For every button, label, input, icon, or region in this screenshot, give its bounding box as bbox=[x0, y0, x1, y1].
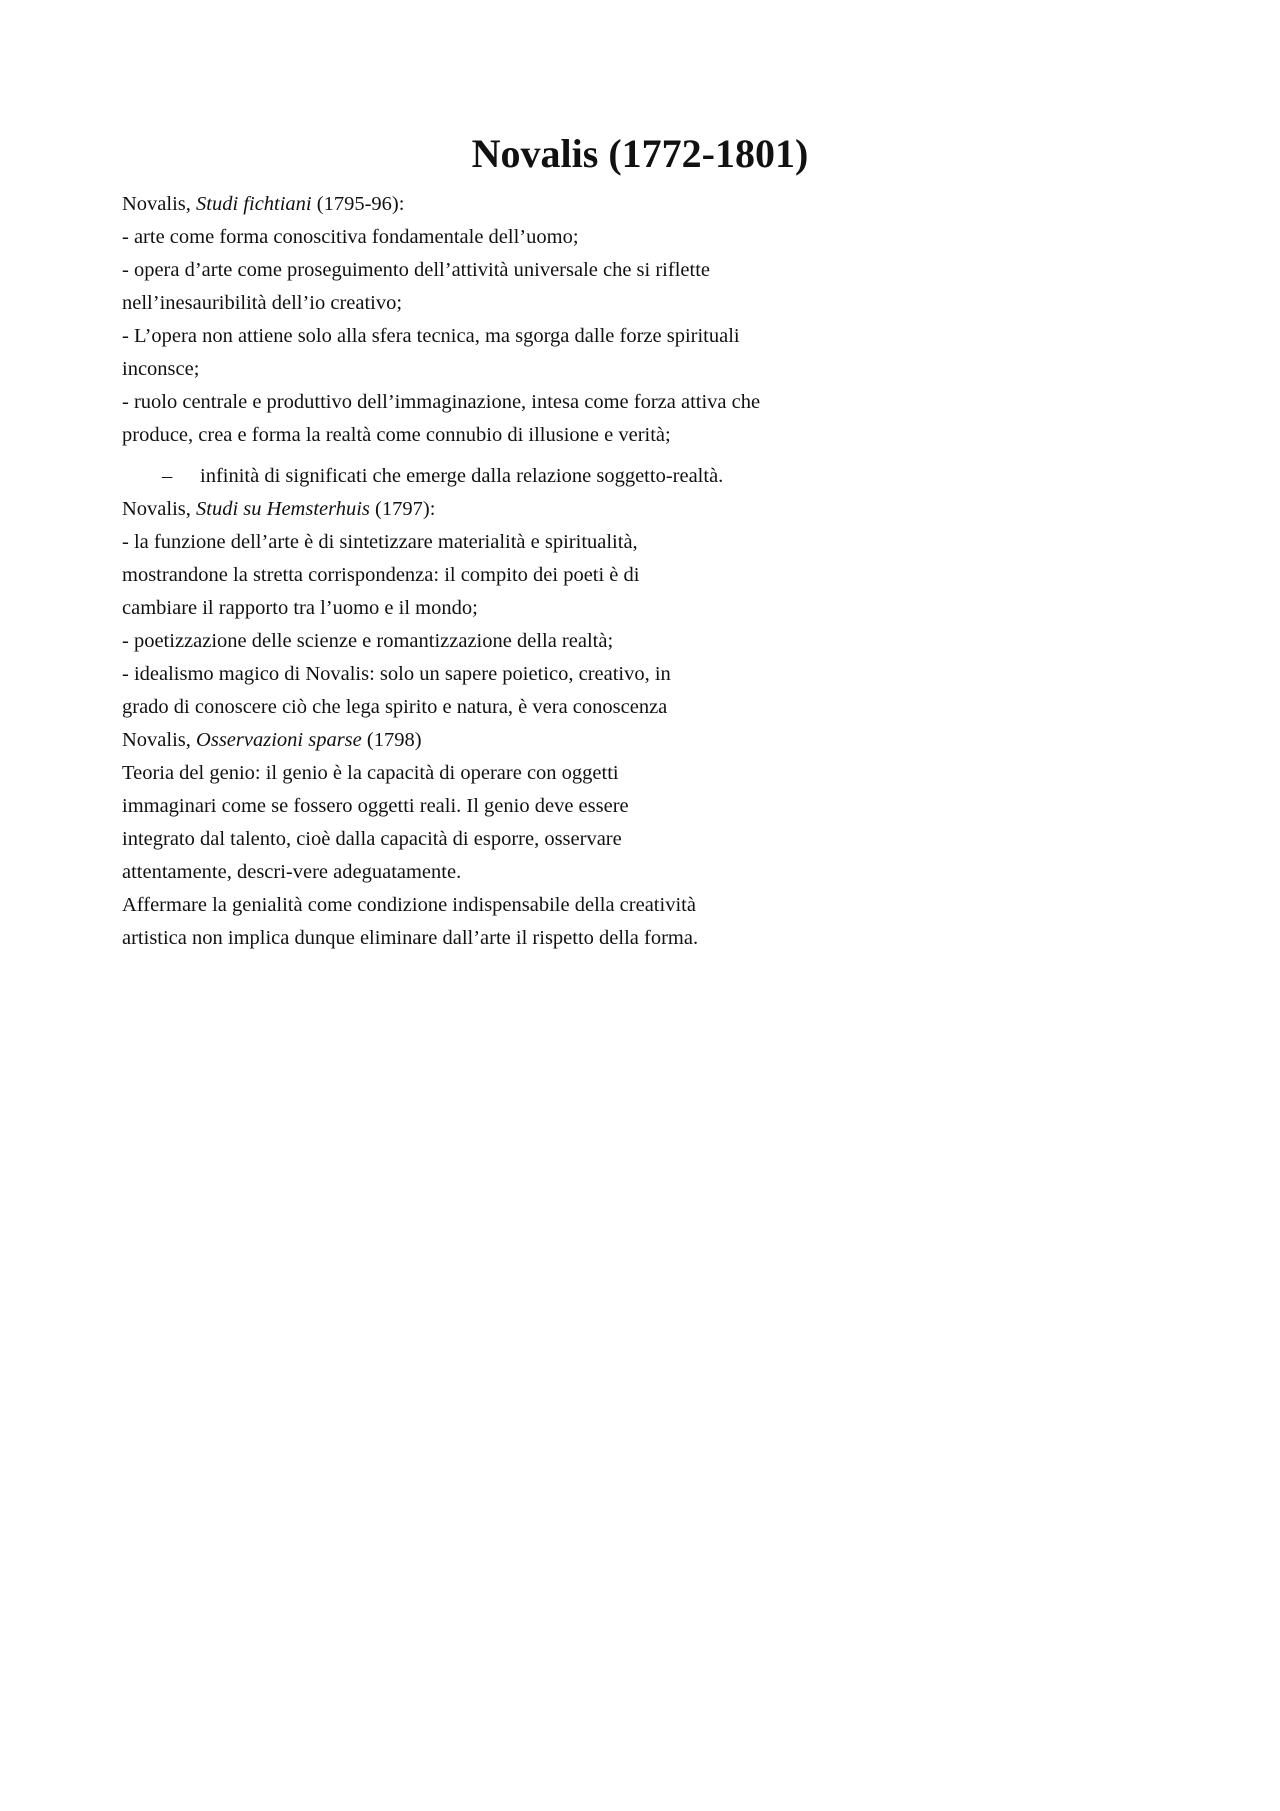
text-line: - opera d’arte come proseguimento dell’attività universale che si riflette bbox=[122, 259, 710, 281]
document-body bbox=[122, 188, 1122, 955]
text-line: - idealismo magico di Novalis: solo un sapere poietico, creativo, in bbox=[122, 663, 671, 685]
text-line: Teoria del genio: il genio è la capacità di operare con oggetti bbox=[122, 762, 619, 784]
section-heading-studi-su-hemsterhuis bbox=[122, 493, 1122, 526]
dash-bullet-icon: – bbox=[162, 465, 173, 487]
work-title: Studi fichtiani bbox=[196, 193, 312, 215]
work-date: (1795-96): bbox=[311, 193, 405, 215]
bullet-item bbox=[122, 460, 1122, 493]
text-line: nell’inesauribilità dell’io creativo; bbox=[122, 292, 403, 314]
author-name: Novalis, bbox=[122, 193, 197, 215]
text-line: attentamente, descri-vere adeguatamente. bbox=[122, 861, 462, 883]
section-heading-studi-fichtiani bbox=[122, 188, 1122, 221]
text-line: produce, crea e forma la realtà come connubio di illusione e verità; bbox=[122, 424, 671, 446]
author-name: Novalis, bbox=[122, 498, 197, 520]
text-line: - la funzione dell’arte è di sintetizzare materialità e spiritualità, bbox=[122, 531, 638, 553]
text-line: - arte come forma conoscitiva fondamentale dell’uomo; bbox=[122, 226, 579, 248]
work-title: Osservazioni sparse bbox=[196, 729, 362, 751]
text-line: - poetizzazione delle scienze e romantizzazione della realtà; bbox=[122, 630, 614, 652]
author-name: Novalis, bbox=[122, 729, 197, 751]
text-line: integrato dal talento, cioè dalla capacità di esporre, osservare bbox=[122, 828, 622, 850]
text-line: - L’opera non attiene solo alla sfera tecnica, ma sgorga dalle forze spirituali bbox=[122, 325, 740, 347]
text-line: mostrandone la stretta corrispondenza: il compito dei poeti è di bbox=[122, 564, 640, 586]
text-line: immaginari come se fossero oggetti reali. Il genio deve essere bbox=[122, 795, 629, 817]
page-title: Novalis (1772-1801) bbox=[471, 131, 809, 176]
text-line: inconsce; bbox=[122, 358, 200, 380]
work-date: (1798) bbox=[361, 729, 422, 751]
text-line: artistica non implica dunque eliminare dall’arte il rispetto della forma. bbox=[122, 927, 699, 949]
text-line: Affermare la genialità come condizione indispensabile della creatività bbox=[122, 894, 696, 916]
text-line: cambiare il rapporto tra l’uomo e il mondo; bbox=[122, 597, 478, 619]
section-heading-osservazioni-sparse bbox=[122, 724, 1122, 757]
work-date: (1797): bbox=[369, 498, 436, 520]
work-title: Studi su Hemsterhuis bbox=[196, 498, 370, 520]
text-line: - ruolo centrale e produttivo dell’immaginazione, intesa come forza attiva che bbox=[122, 391, 761, 413]
text-line: grado di conoscere ciò che lega spirito e natura, è vera conoscenza bbox=[122, 696, 668, 718]
bullet-text: infinità di significati che emerge dalla relazione soggetto-realtà. bbox=[200, 465, 724, 487]
